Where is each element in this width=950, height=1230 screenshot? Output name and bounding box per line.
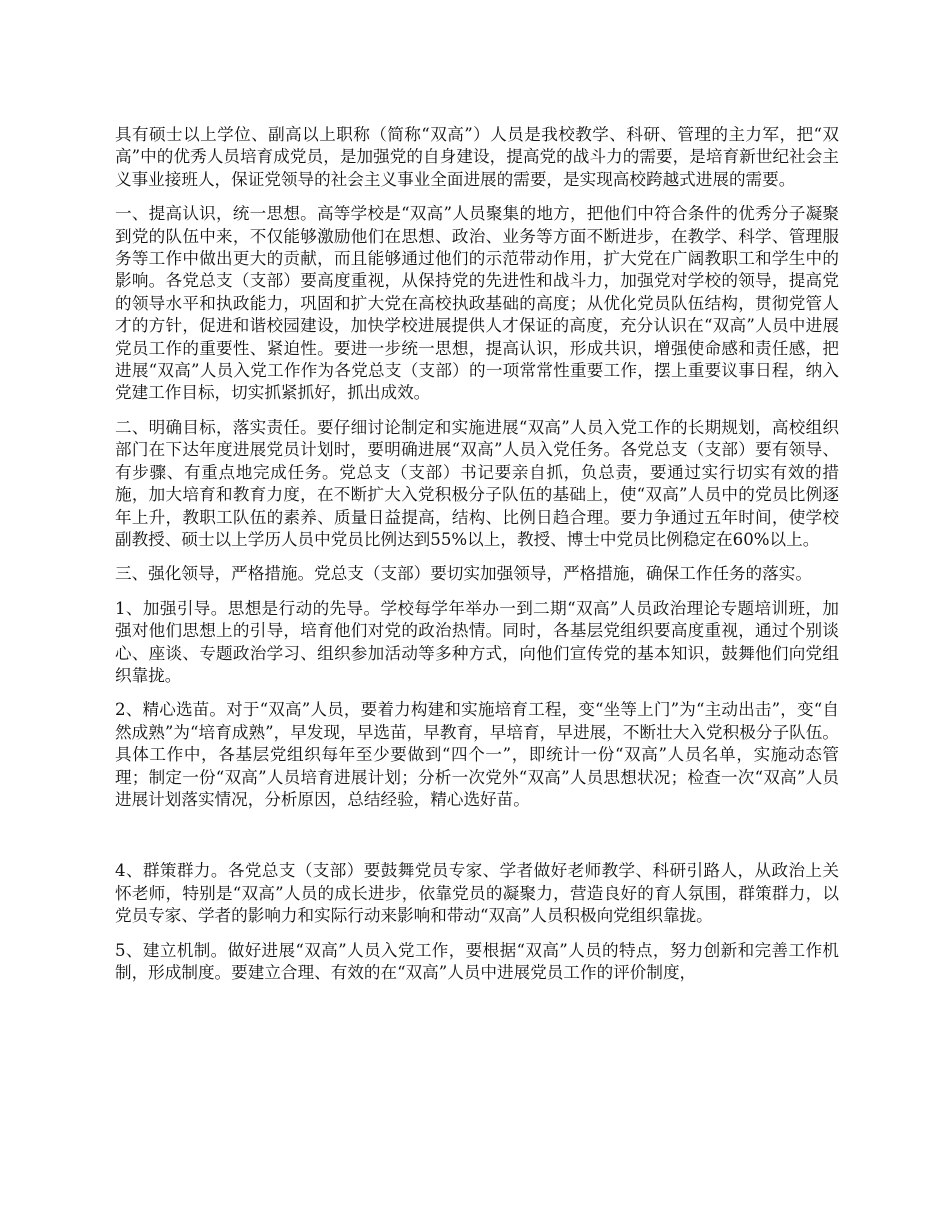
section-2-paragraph: 二、明确目标，落实责任。要仔细讨论制定和实施进展“双高”人员入党工作的长期规划，高校组织部门在下达年度进展党员计划时，要明确进展“双高”人员入党任务。各党总支（支部）要有领导、有步骤、有重点地完成任务。党总支（支部）书记要亲自抓，负总责，要通过实行切实有效的措施，加大培育和教育力度，在不断扩大入党积极分子队伍的基础上，使“双高”人员中的党员比例逐年上升，教职工队伍的素养、质量日益提高，结构、比例日趋合理。要力争通过五年时间，使学校副教授、硕士以上学历人员中党员比例达到55%以上，教授、博士中党员比例稳定在60%以上。 [115,417,839,549]
section-3-paragraph: 三、强化领导，严格措施。党总支（支部）要切实加强领导，严格措施，确保工作任务的落实。 [115,564,812,584]
document-body [115,124,839,996]
intro-paragraph: 具有硕士以上学位、副高以上职称（简称“双高”）人员是我校教学、科研、管理的主力军，把“双高”中的优秀人员培育成党员，是加强党的自身建设，提高党的战斗力的需要，是培育新世纪社会主义事业接班人，保证党领导的社会主义事业全面进展的需要，是实现高校跨越式进展的需要。 [115,125,839,189]
item-5-paragraph: 5、建立机制。做好进展“双高”人员入党工作，要根据“双高”人员的特点，努力创新和完善工作机制，形成制度。要建立合理、有效的在“双高”人员中进展党员工作的评价制度， [115,940,839,982]
section-1-paragraph: 一、提高认识，统一思想。高等学校是“双高”人员聚集的地方，把他们中符合条件的优秀分子凝聚到党的队伍中来，不仅能够激励他们在思想、政治、业务等方面不断进步，在教学、科学、管理服务等工作中做出更大的贡献，而且能够通过他们的示范带动作用，扩大党在广阔教职工和学生中的影响。各党总支（支部）要高度重视，从保持党的先进性和战斗力，加强党对学校的领导，提高党的领导水平和执政能力，巩固和扩大党在高校执政基础的高度；从优化党员队伍结构，贯彻党管人才的方针，促进和谐校园建设，加快学校进展提供人才保证的高度，充分认识在“双高”人员中进展党员工作的重要性、紧迫性。要进一步统一思想，提高认识，形成共识，增强使命感和责任感，把进展“双高”人员入党工作作为各党总支（支部）的一项常常性重要工作，摆上重要议事日程，纳入党建工作目标，切实抓紧抓好，抓出成效。 [115,204,839,403]
item-4-paragraph: 4、群策群力。各党总支（支部）要鼓舞党员专家、学者做好老师教学、科研引路人，从政治上关怀老师，特别是“双高”人员的成长进步，依靠党员的凝聚力，营造良好的育人氛围，群策群力，以党员专家、学者的影响力和实际行动来影响和带动“双高”人员积极向党组织靠拢。 [115,861,839,926]
item-1-paragraph: 1、加强引导。思想是行动的先导。学校每学年举办一到二期“双高”人员政治理论专题培训班，加强对他们思想上的引导，培育他们对党的政治热情。同时，各基层党组织要高度重视，通过个别谈心、座谈、专题政治学习、组织参加活动等多种方式，向他们宣传党的基本知识，鼓舞他们向党组织靠拢。 [115,598,839,685]
item-2-paragraph: 2、精心选苗。对于“双高”人员，要着力构建和实施培育工程，变“坐等上门”为“主动出击”，变“自然成熟”为“培育成熟”，早发现，早选苗，早教育，早培育，早进展，不断壮大入党积极分子队伍。具体工作中，各基层党组织每年至少要做到“四个一”，即统计一份“双高”人员名单，实施动态管理；制定一份“双高”人员培育进展计划；分析一次党外“双高”人员思想状况；检查一次“双高”人员进展计划落实情况，分析原因，总结经验，精心选好苗。 [115,700,839,809]
